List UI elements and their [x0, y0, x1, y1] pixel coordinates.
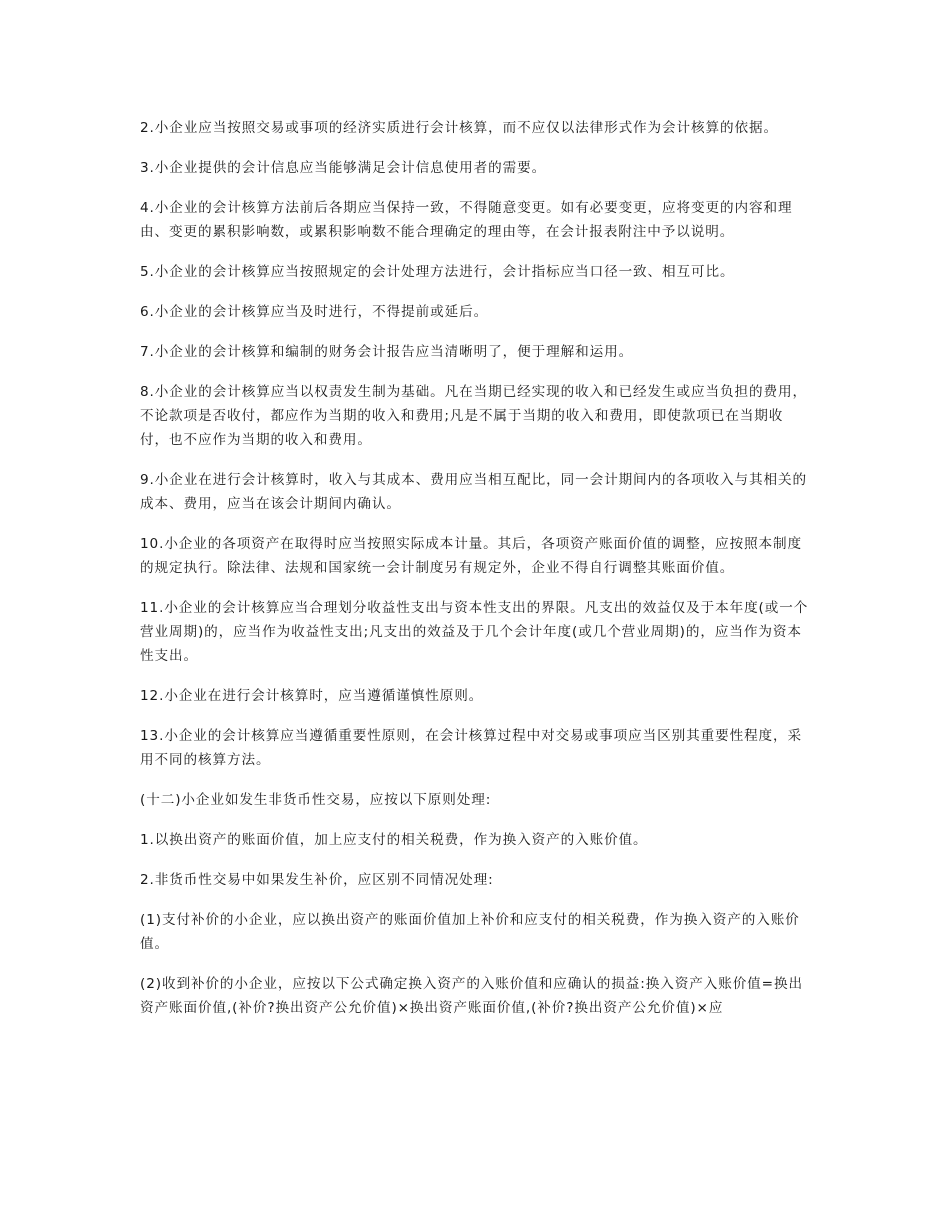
document-body [140, 116, 812, 1036]
paragraph-9: 9.小企业在进行会计核算时，收入与其成本、费用应当相互配比，同一会计期间内的各项收入与其相关的成本、费用，应当在该会计期间内确认。 [140, 472, 807, 512]
paragraph-12: 12.小企业在进行会计核算时，应当遵循谨慎性原则。 [140, 688, 484, 704]
section-heading-12: (十二)小企业如发生非货币性交易，应按以下原则处理: [140, 792, 492, 808]
rule-item-2: 2.非货币性交易中如果发生补价，应区别不同情况处理: [140, 872, 494, 888]
paragraph-11: 11.小企业的会计核算应当合理划分收益性支出与资本性支出的界限。凡支出的效益仅及于本年度(或一个营业周期)的，应当作为收益性支出;凡支出的效益及于几个会计年度(或几个营业周期)的，应当作为资本性支出。 [140, 600, 809, 664]
paragraph-10: 10.小企业的各项资产在取得时应当按照实际成本计量。其后，各项资产账面价值的调整，应按照本制度的规定执行。除法律、法规和国家统一会计制度另有规定外，企业不得自行调整其账面价值。 [140, 536, 803, 576]
paragraph-8: 8.小企业的会计核算应当以权责发生制为基础。凡在当期已经实现的收入和已经发生或应当负担的费用，不论款项是否收付，都应作为当期的收入和费用;凡是不属于当期的收入和费用，即使款项已在当期收付，也不应作为当期的收入和费用。 [140, 384, 807, 448]
paragraph-2: 2.小企业应当按照交易或事项的经济实质进行会计核算，而不应仅以法律形式作为会计核算的依据。 [140, 120, 778, 136]
rule-item-1: 1.以换出资产的账面价值，加上应支付的相关税费，作为换入资产的入账价值。 [140, 832, 648, 848]
paragraph-7: 7.小企业的会计核算和编制的财务会计报告应当清晰明了，便于理解和运用。 [140, 344, 634, 360]
paragraph-3: 3.小企业提供的会计信息应当能够满足会计信息使用者的需要。 [140, 160, 547, 176]
sub-item-1: (1)支付补价的小企业，应以换出资产的账面价值加上补价和应支付的相关税费，作为换入资产的入账价值。 [140, 912, 800, 952]
sub-item-2: (2)收到补价的小企业，应按以下公式确定换入资产的入账价值和应确认的损益:换入资产入账价值=换出资产账面价值,(补价?换出资产公允价值)×换出资产账面价值,(补价?换出资产公允价值)×应 [140, 976, 803, 1016]
paragraph-5: 5.小企业的会计核算应当按照规定的会计处理方法进行，会计指标应当口径一致、相互可比。 [140, 264, 735, 280]
paragraph-6: 6.小企业的会计核算应当及时进行，不得提前或延后。 [140, 304, 489, 320]
paragraph-13: 13.小企业的会计核算应当遵循重要性原则，在会计核算过程中对交易或事项应当区别其重要性程度，采用不同的核算方法。 [140, 728, 803, 768]
paragraph-4: 4.小企业的会计核算方法前后各期应当保持一致，不得随意变更。如有必要变更，应将变更的内容和理由、变更的累积影响数，或累积影响数不能合理确定的理由等，在会计报表附注中予以说明。 [140, 200, 793, 240]
